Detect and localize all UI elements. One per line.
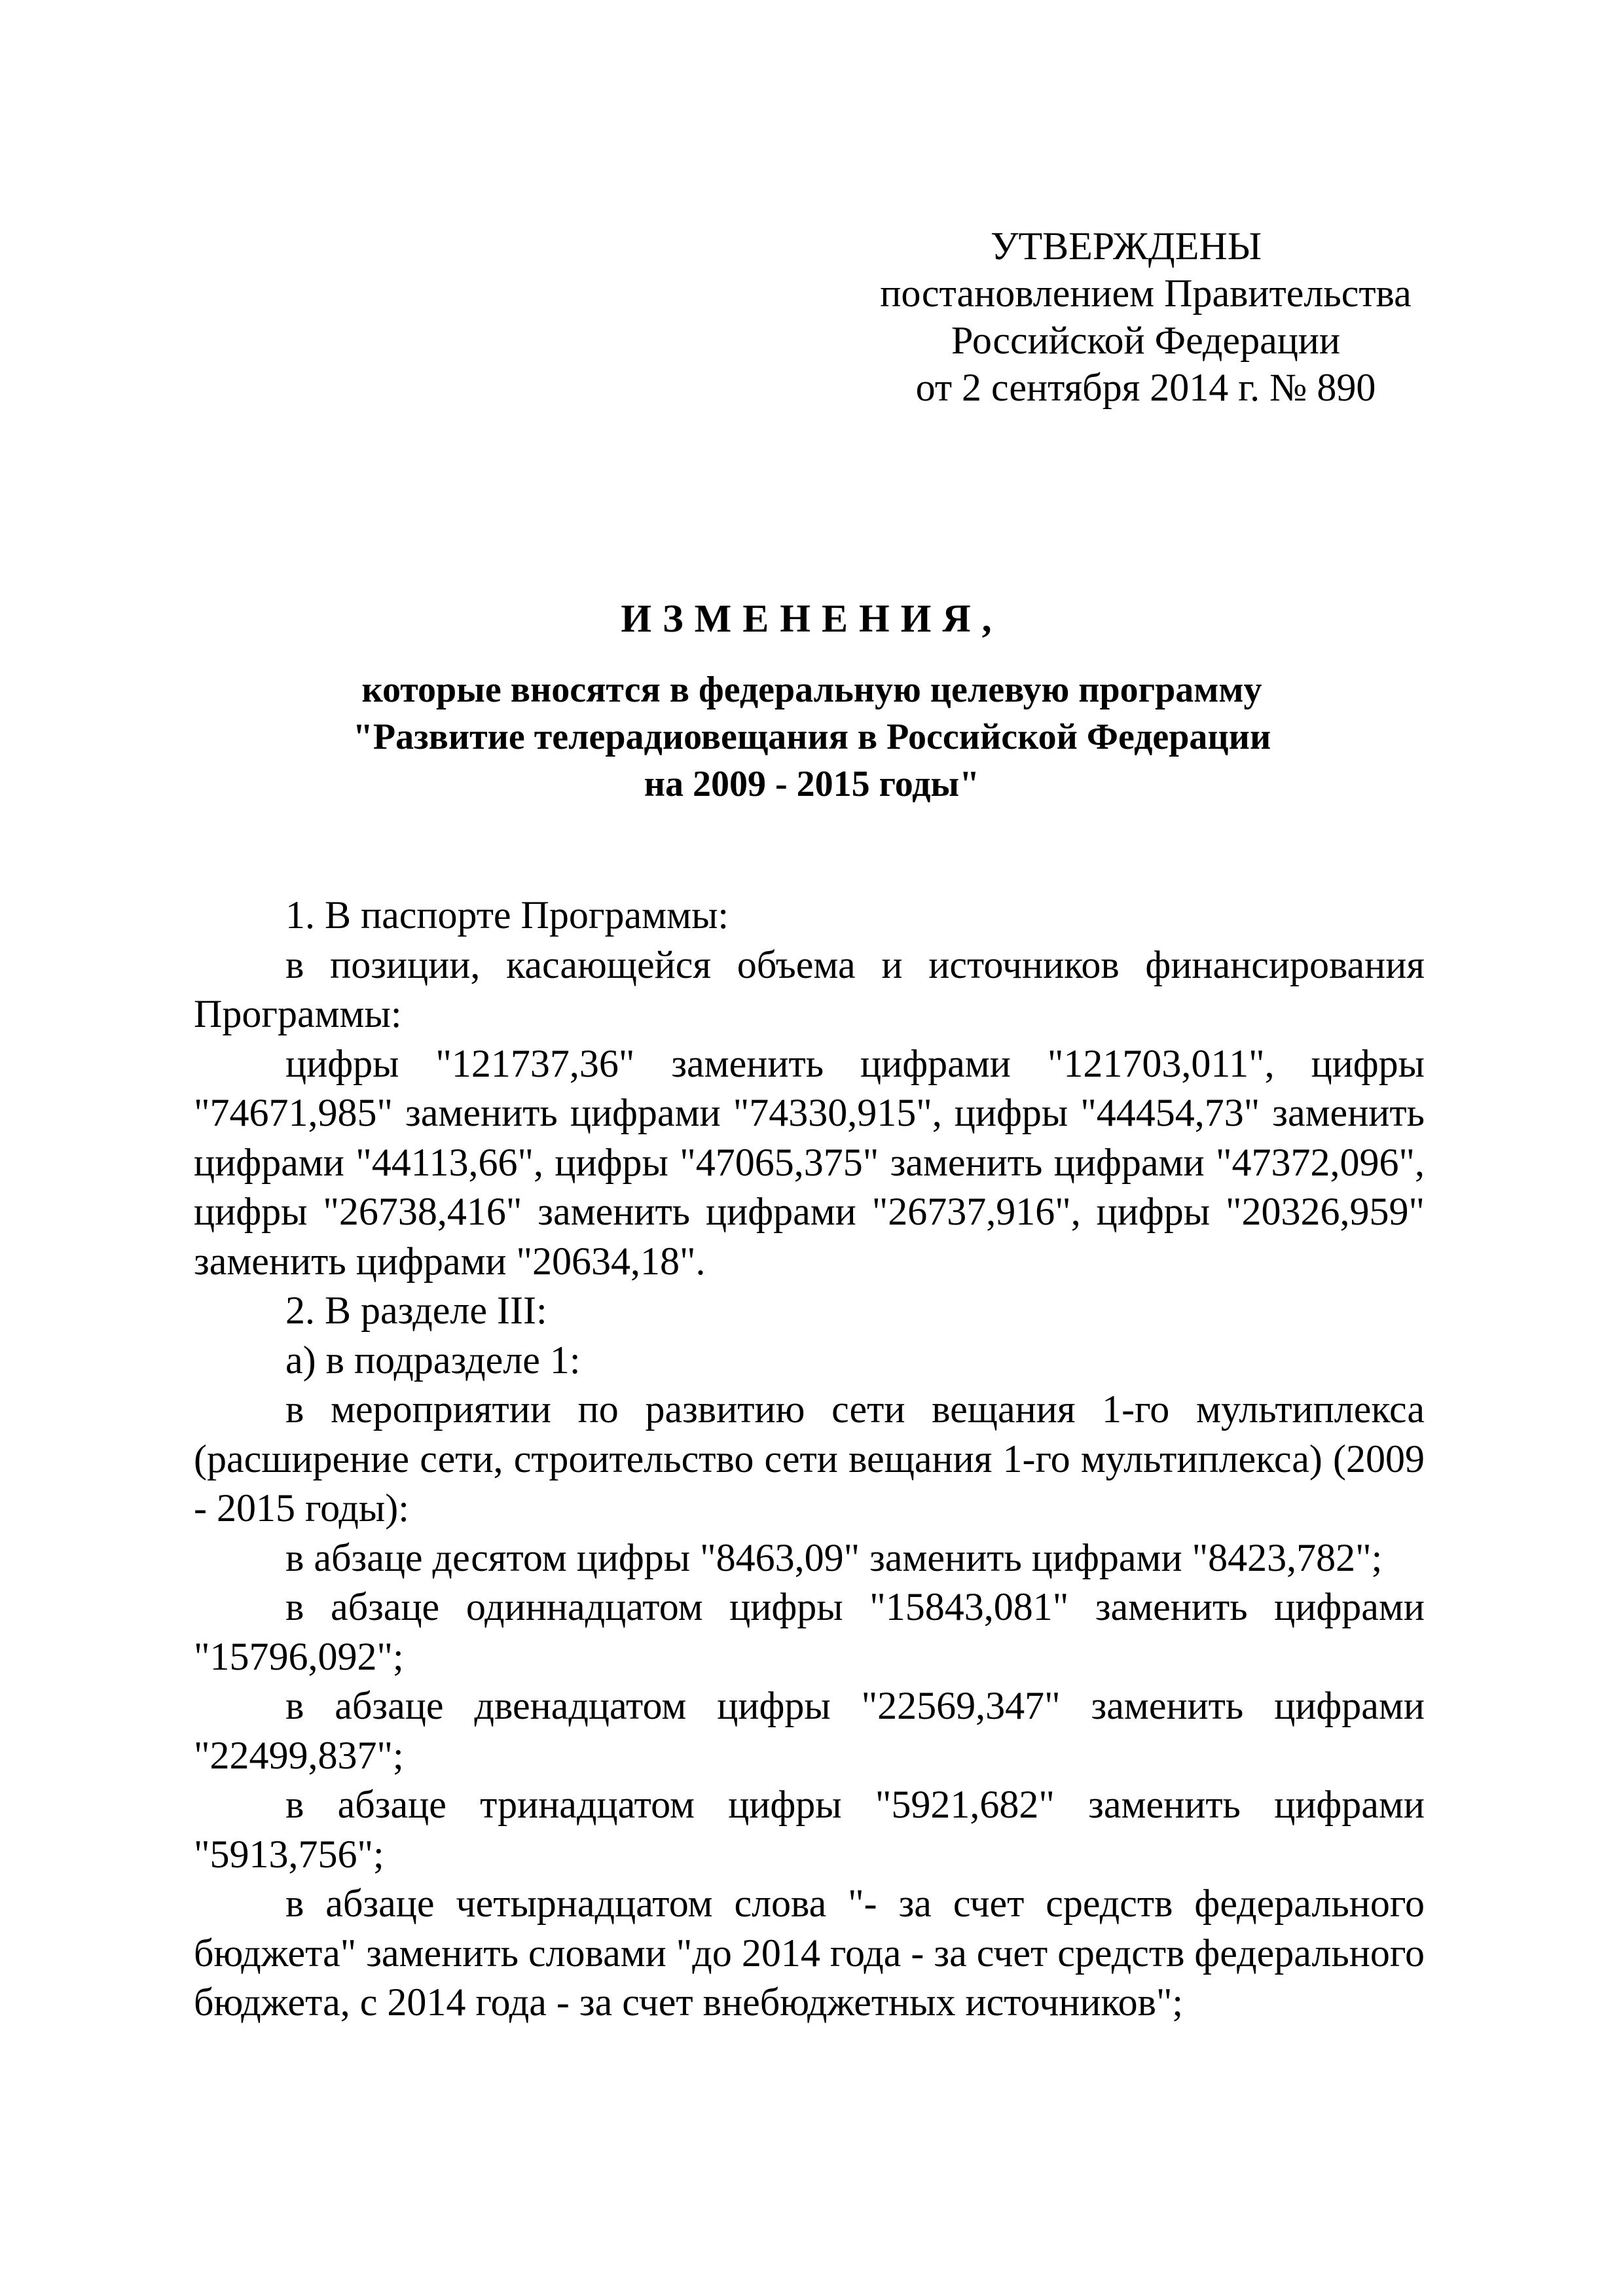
paragraph-9: в абзаце двенадцатом цифры "22569,347" заменить цифрами "22499,837"; [194,1684,1425,1777]
paragraph-6: в мероприятии по развитию сети вещания 1-го мультиплекса (расширение сети, строительство сети вещания 1-го мультиплекса) (2009 - 2015 годы): [194,1388,1425,1530]
paragraph-11: в абзаце четырнадцатом слова "- за счет средств федерального бюджета" заменить словами "до 2014 года - за счет средств федерального бюджета, с 2014 года - за счет внебюджетных источников"; [194,1882,1425,2024]
approval-block [851,223,1440,411]
paragraph-1: 1. В паспорте Программы: [285,893,729,937]
paragraph-8: в абзаце одиннадцатом цифры "15843,081" заменить цифрами "15796,092"; [194,1585,1425,1678]
paragraph-4: 2. В разделе III: [285,1289,547,1332]
document-heading [190,592,1434,808]
heading-line-3: на 2009 - 2015 годы" [644,764,980,804]
paragraph-3: цифры "121737,36" заменить цифрами "121703,011", цифры "74671,985" заменить цифрами "74330,915", цифры "44454,73" заменить цифрами "44113,66", цифры "47065,375" заменить цифрами "47372,096", цифры "26738,416" заменить цифрами "26737,916", цифры "20326,959" заменить цифрами "20634,18". [194,1041,1425,1283]
approval-line-2: Российской Федерации [951,319,1341,362]
approval-title: УТВЕРЖДЕНЫ [990,224,1262,268]
paragraph-7: в абзаце десятом цифры "8463,09" заменить цифрами "8423,782"; [285,1535,1383,1579]
paragraph-5: а) в подразделе 1: [285,1338,581,1382]
document-body [194,891,1425,2028]
approval-line-1: постановлением Правительства [880,272,1412,315]
paragraph-2: в позиции, касающейся объема и источников финансирования Программы: [194,942,1425,1035]
heading-line-1: которые вносятся в федеральную целевую программу [361,670,1262,710]
heading-title: ИЗМЕНЕНИЯ, [621,597,1003,640]
paragraph-10: в абзаце тринадцатом цифры "5921,682" заменить цифрами "5913,756"; [194,1783,1425,1876]
heading-line-2: "Развитие телерадиовещания в Российской Федерации [352,717,1271,757]
approval-line-3: от 2 сентября 2014 г. № 890 [915,366,1376,409]
